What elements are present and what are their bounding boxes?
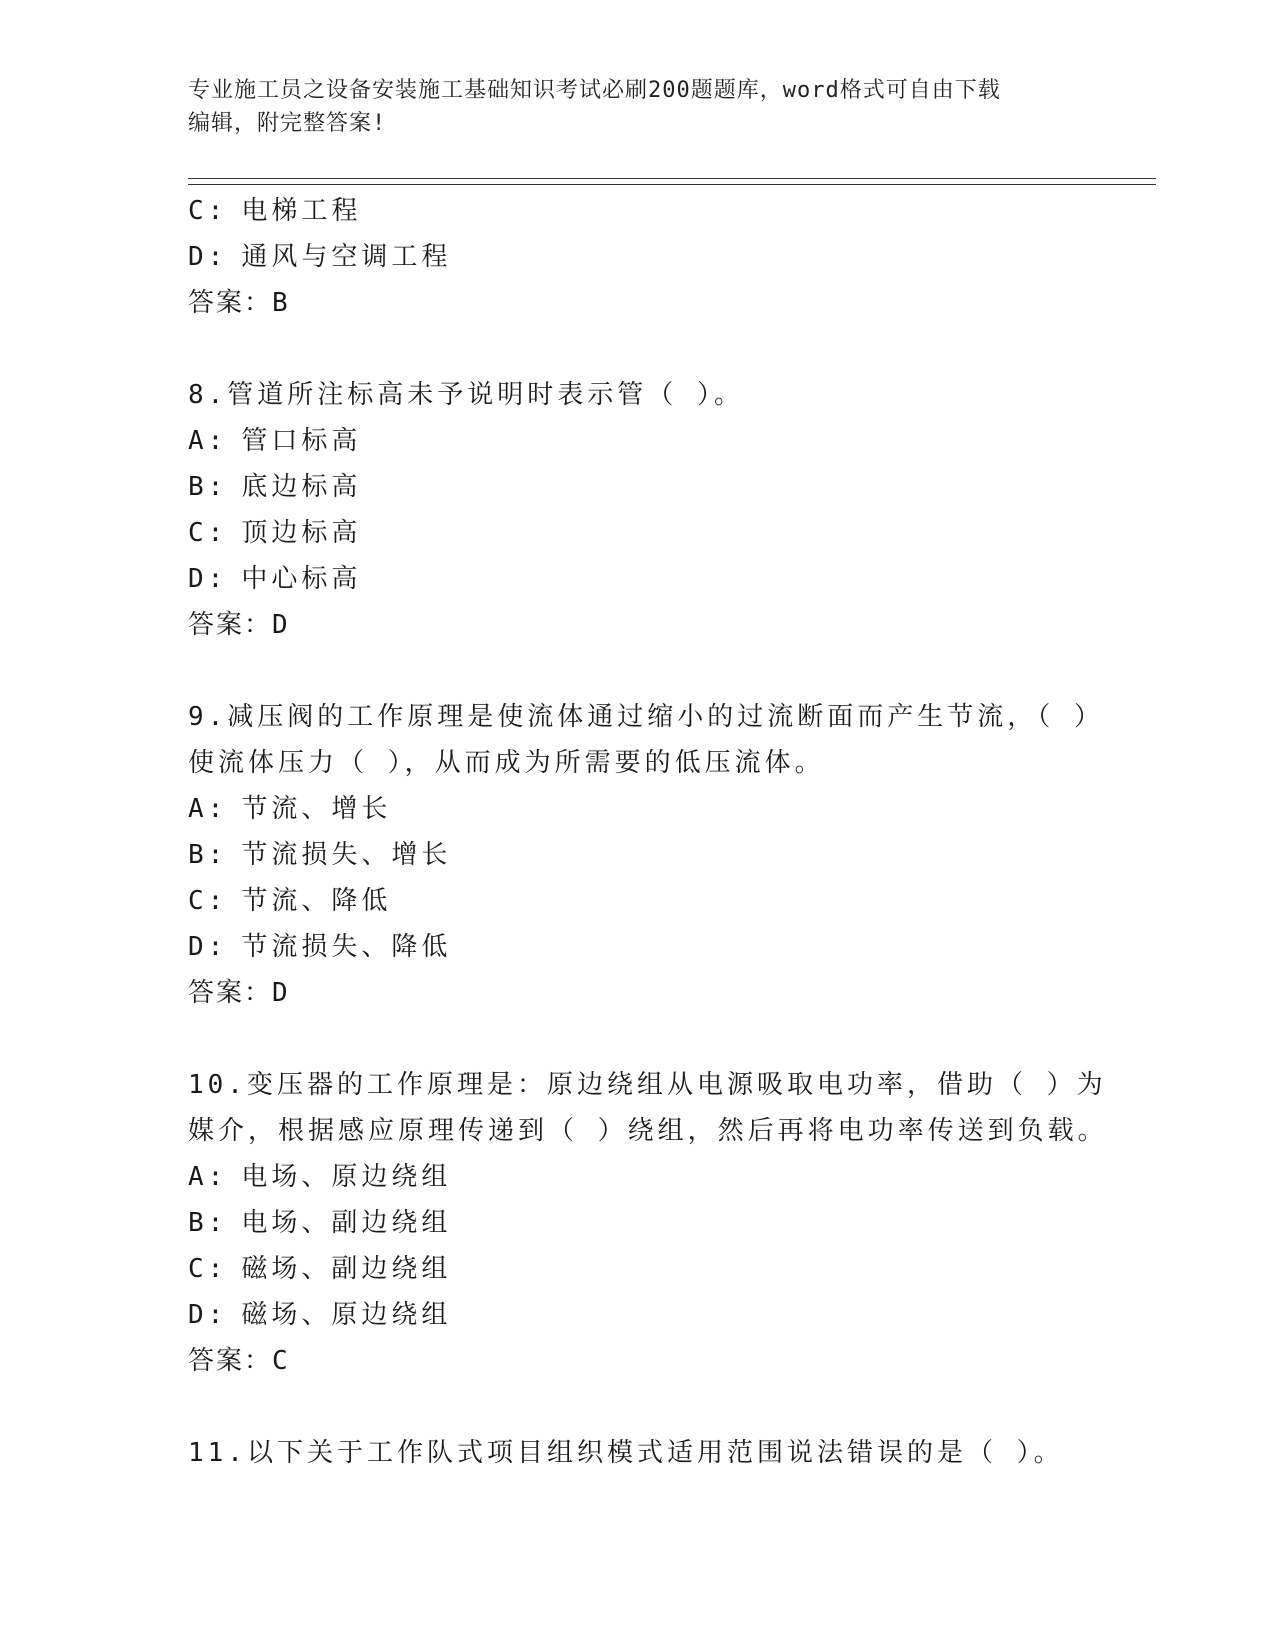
question-stem: 8.管道所注标高未予说明时表示管（ ）。 — [188, 380, 744, 410]
question-stem-line-2: 媒介，根据感应原理传递到（ ）绕组，然后再将电功率传送到负载。 — [188, 1116, 1108, 1146]
option-d: D: 节流损失、降低 — [188, 932, 452, 962]
question-stem-line-1: 9.减压阀的工作原理是使流体通过缩小的过流断面而产生节流，（ ） — [188, 702, 1104, 732]
answer-label: 答案：D — [188, 978, 290, 1008]
answer-label: 答案：B — [188, 288, 290, 318]
option-c: C: 磁场、副边绕组 — [188, 1254, 452, 1284]
question-8 — [188, 372, 1108, 648]
page-header — [188, 74, 1088, 140]
option-a: A: 管口标高 — [188, 426, 362, 456]
answer-label: 答案：D — [188, 610, 290, 640]
option-d: D: 中心标高 — [188, 564, 362, 594]
question-list — [188, 188, 1108, 1476]
header-double-rule — [188, 178, 1156, 185]
question-9 — [188, 694, 1108, 1016]
option-c: C: 节流、降低 — [188, 886, 392, 916]
answer-label: 答案：C — [188, 1346, 290, 1376]
option-c: C: 电梯工程 — [188, 196, 362, 226]
option-d: D: 通风与空调工程 — [188, 242, 452, 272]
question-stem: 11.以下关于工作队式项目组织模式适用范围说法错误的是（ ）。 — [188, 1438, 1064, 1468]
question-stem-line-1: 10.变压器的工作原理是：原边绕组从电源吸取电功率，借助（ ）为 — [188, 1070, 1107, 1100]
option-d: D: 磁场、原边绕组 — [188, 1300, 452, 1330]
question-11 — [188, 1430, 1108, 1476]
option-b: B: 底边标高 — [188, 472, 362, 502]
question-10 — [188, 1062, 1108, 1384]
question-7-continuation — [188, 188, 1108, 326]
header-title-line-1: 专业施工员之设备安装施工基础知识考试必刷200题题库，word格式可自由下载 — [188, 78, 1001, 103]
option-a: A: 节流、增长 — [188, 794, 392, 824]
question-stem-line-2: 使流体压力（ ），从而成为所需要的低压流体。 — [188, 748, 825, 778]
option-b: B: 电场、副边绕组 — [188, 1208, 452, 1238]
option-b: B: 节流损失、增长 — [188, 840, 452, 870]
option-c: C: 顶边标高 — [188, 518, 362, 548]
option-a: A: 电场、原边绕组 — [188, 1162, 452, 1192]
header-title-line-2: 编辑，附完整答案! — [188, 111, 387, 136]
